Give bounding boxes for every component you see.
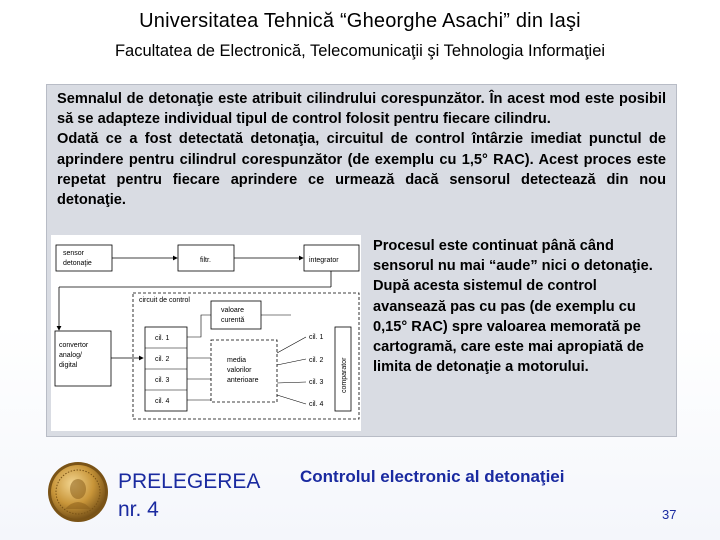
- content-panel: [46, 84, 677, 437]
- sensor-label-1: sensor: [63, 250, 85, 257]
- lecture-topic: Controlul electronic al detonaţiei: [300, 467, 565, 486]
- cyl-left-1: cil. 1: [155, 335, 170, 342]
- cyl-left-2: cil. 2: [155, 356, 170, 363]
- university-seal-logo: [47, 461, 109, 523]
- cyl-right-2: cil. 2: [309, 357, 324, 364]
- page-number: 37: [662, 507, 677, 522]
- filter-label: filtr.: [200, 257, 211, 264]
- comparator-label: comparator: [341, 357, 348, 393]
- diagram-svg: [51, 235, 361, 431]
- converter-label-1: convertor: [59, 342, 89, 349]
- lecture-number: nr. 4: [118, 498, 159, 521]
- lecture-label: [118, 468, 260, 524]
- paragraph-advance: După acesta sistemul de control avansează pas cu pas (de exemplu cu 0,15° RAC) spre valoarea memorată pe cartogramă, care este mai apropiată de limita de detonaţie a motorului.: [373, 278, 644, 376]
- control-circuit-label: circuit de control: [139, 297, 190, 304]
- knock-control-diagram: [51, 235, 361, 431]
- paragraph-continue: Procesul este continuat până când sensorul nu mai “aude” nici o detonaţie.: [373, 238, 653, 275]
- mean-label-1: media: [227, 357, 247, 364]
- paragraph-signal: Semnalul de detonaţie este atribuit cilindrului corespunzător. În acest mod este posibil să se adapteze individual tipul de control folosit pentru fiecare cilindru.: [57, 91, 666, 128]
- integrator-label: integrator: [309, 257, 339, 264]
- sensor-block: [56, 245, 112, 271]
- converter-label-2: analog/: [59, 352, 82, 359]
- university-title: Universitatea Tehnică “Gheorghe Asachi” din Iaşi: [139, 10, 581, 32]
- faculty-title: Facultatea de Electronică, Telecomunicaţii şi Tehnologia Informaţiei: [114, 42, 606, 60]
- converter-label-3: digital: [59, 362, 78, 369]
- main-text: [57, 89, 666, 210]
- paragraph-control-delay: Odată ce a fost detectată detonaţia, circuitul de control întârzie imediat punctul de aprindere pentru cilindrul corespunzător (de exemplu cu 1,5° RAC). Acest proces este repetat pentru fiecare aprindere ce urmează dacă sensorul detectează din nou detonaţie.: [57, 131, 666, 209]
- sensor-label-2: detonaţie: [63, 260, 92, 267]
- current-value-label-1: valoare: [221, 307, 244, 314]
- lecture-title: PRELEGEREA: [118, 470, 261, 493]
- mean-label-2: valorilor: [227, 367, 252, 374]
- mean-label-3: anterioare: [227, 377, 259, 384]
- cyl-right-3: cil. 3: [309, 379, 324, 386]
- cyl-left-3: cil. 3: [155, 377, 170, 384]
- current-value-label-2: curentă: [221, 317, 245, 324]
- current-value-block: [211, 301, 261, 329]
- cyl-left-4: cil. 4: [155, 398, 170, 405]
- right-text: [373, 236, 673, 377]
- cyl-right-4: cil. 4: [309, 401, 324, 408]
- cyl-right-1: cil. 1: [309, 334, 324, 341]
